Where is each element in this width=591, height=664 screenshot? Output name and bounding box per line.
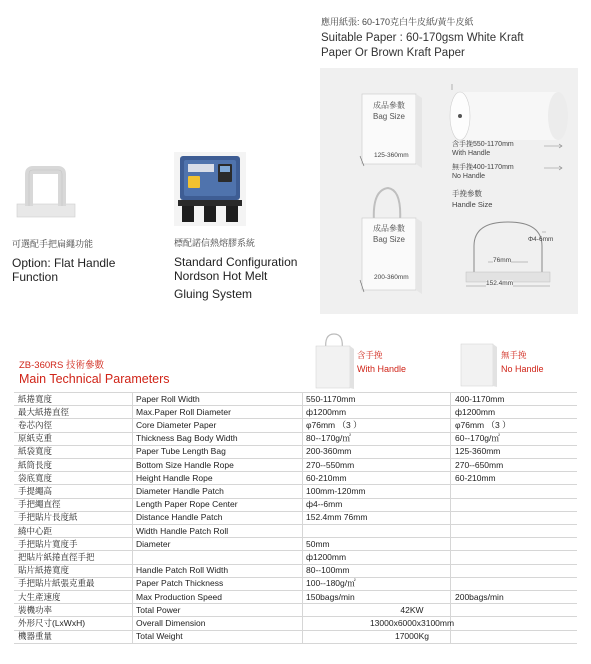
row-label-cn: 卷芯內徑 bbox=[18, 419, 53, 430]
bag-with-handle-thumbnail bbox=[314, 332, 356, 390]
table-row-divider bbox=[14, 603, 577, 604]
row-value-with-handle: ф1200mm bbox=[306, 551, 347, 562]
row-label-cn: 手把貼片紙張克重最 bbox=[18, 578, 95, 589]
row-label-cn: 袋底寬度 bbox=[18, 472, 53, 483]
row-value-no-handle: φ76mm （3 ） bbox=[455, 419, 511, 430]
row-value-with-handle: ф4--6mm bbox=[306, 499, 343, 510]
handle-size-en: Handle Size bbox=[452, 200, 493, 209]
table-row-divider bbox=[14, 630, 577, 631]
row-label-en: Max.Paper Roll Diameter bbox=[136, 406, 231, 417]
flat-handle-title-line: Option: Flat Handle bbox=[12, 256, 116, 270]
row-value-with-handle: 270--550mm bbox=[306, 459, 355, 470]
handle-size-cn: 手挽參數 bbox=[452, 189, 482, 198]
row-value-merged: 17000Kg bbox=[394, 631, 430, 642]
table-row-divider bbox=[14, 643, 577, 644]
row-label-cn: 手提繩高 bbox=[18, 485, 53, 496]
row-label-cn: 把貼片紙捲直徑手把 bbox=[18, 551, 95, 562]
no-handle-header-cn: 無手挽 bbox=[501, 350, 527, 360]
row-value-no-handle: 270--650mm bbox=[455, 459, 504, 470]
row-label-en: Total Power bbox=[136, 604, 181, 615]
row-label-cn: 手把貼片長度紙 bbox=[18, 512, 78, 523]
row-value-no-handle: 200bags/min bbox=[455, 591, 504, 602]
table-column-divider bbox=[132, 392, 133, 643]
row-value-with-handle: 200-360mm bbox=[306, 446, 352, 457]
row-value-with-handle: ф1200mm bbox=[306, 406, 347, 417]
row-label-cn: 手把繩直徑 bbox=[18, 499, 61, 510]
roll-no-handle-en: No Handle bbox=[452, 173, 486, 180]
row-label-en: Core Diameter Paper bbox=[136, 419, 217, 430]
row-value-merged: 13000x6000x3100mm bbox=[369, 617, 455, 628]
row-value-with-handle: 80--100mm bbox=[306, 565, 350, 576]
gluing-title-line: Gluing System bbox=[174, 287, 253, 301]
row-label-en: Overall Dimension bbox=[136, 617, 206, 628]
no-handle-header bbox=[501, 349, 544, 374]
roll-no-handle-label bbox=[452, 163, 514, 181]
paper-title-en bbox=[321, 31, 524, 61]
row-label-cn: 機器重量 bbox=[18, 631, 53, 642]
row-label-en: Paper Roll Width bbox=[136, 393, 200, 404]
row-value-no-handle: 125-360mm bbox=[455, 446, 501, 457]
row-value-no-handle: 60--170g/㎡ bbox=[455, 433, 500, 444]
table-column-divider bbox=[450, 392, 451, 643]
row-label-cn: 外形尺寸(LxWxH) bbox=[18, 617, 86, 628]
rope-diameter-label: Φ4-6mm bbox=[528, 236, 554, 243]
roll-with-handle-label bbox=[452, 140, 514, 158]
flat-handle-illustration bbox=[16, 166, 76, 218]
with-handle-header-cn: 含手挽 bbox=[357, 350, 383, 360]
row-value-no-handle: 60-210mm bbox=[455, 472, 496, 483]
row-value-with-handle: 60-210mm bbox=[306, 472, 347, 483]
table-row-divider bbox=[14, 616, 577, 617]
row-label-cn: 手把貼片寬度手 bbox=[18, 538, 78, 549]
paper-diagram-panel bbox=[320, 68, 578, 314]
row-value-with-handle: 100mm-120mm bbox=[306, 485, 366, 496]
table-row-divider bbox=[14, 498, 577, 499]
flat-handle-title-cn: 可選配手把扁繩功能 bbox=[12, 239, 94, 249]
roll-with-handle-cn: 含手挽550-1170mm bbox=[452, 141, 514, 148]
bag-top-label-cn: 成品參數 bbox=[373, 101, 405, 110]
paper-title-cn: 應用紙張: 60-170克白牛皮紙/黃牛皮紙 bbox=[321, 17, 474, 27]
handle-size-label bbox=[452, 188, 492, 210]
bag-bottom-dim: 200-360mm bbox=[374, 274, 409, 281]
bag-top-label bbox=[364, 100, 414, 122]
row-label-en: Handle Patch Roll Width bbox=[136, 565, 229, 576]
row-label-cn: 紙筒長度 bbox=[18, 459, 53, 470]
gluing-title-en bbox=[174, 255, 297, 301]
paper-title-line: Suitable Paper : 60-170gsm White Kraft bbox=[321, 32, 524, 44]
row-label-cn: 裝機功率 bbox=[18, 604, 53, 615]
row-label-en: Thickness Bag Body Width bbox=[136, 433, 238, 444]
roll-no-handle-cn: 無手挽400-1170mm bbox=[452, 164, 514, 171]
gluing-machine-photo bbox=[174, 152, 246, 226]
row-label-en: Diameter bbox=[136, 538, 171, 549]
row-value-with-handle: 80--170g/㎡ bbox=[306, 433, 351, 444]
row-label-cn: 繞中心距 bbox=[18, 525, 53, 536]
row-value-with-handle: 50mm bbox=[306, 538, 330, 549]
handle-width-76: 76mm bbox=[493, 257, 512, 264]
row-value-no-handle: 400-1170mm bbox=[455, 393, 505, 404]
row-value-no-handle: ф1200mm bbox=[455, 406, 496, 417]
row-label-en: Diameter Handle Patch bbox=[136, 485, 224, 496]
bag-top-label-en: Bag Size bbox=[372, 112, 406, 121]
flat-handle-title-en bbox=[12, 256, 115, 284]
spec-title-en: Main Technical Parameters bbox=[19, 372, 170, 386]
paper-title-line: Paper Or Brown Kraft Paper bbox=[321, 47, 465, 59]
table-row-divider bbox=[14, 550, 577, 551]
table-row-divider bbox=[14, 524, 577, 525]
row-label-en: Paper Patch Thickness bbox=[136, 578, 224, 589]
row-label-cn: 紙捲寬度 bbox=[18, 393, 53, 404]
roll-with-handle-en: With Handle bbox=[452, 150, 491, 157]
table-row-divider bbox=[14, 577, 577, 578]
roll-dimension-arrows bbox=[542, 140, 572, 172]
table-column-divider bbox=[302, 392, 303, 643]
row-label-cn: 大生產速度 bbox=[18, 591, 61, 602]
table-row-divider bbox=[14, 537, 577, 538]
bag-top-dim: 125-360mm bbox=[374, 152, 409, 159]
row-label-en: Height Handle Rope bbox=[136, 472, 213, 483]
table-row-divider bbox=[14, 484, 577, 485]
bag-bottom-label-en: Bag Size bbox=[372, 235, 406, 244]
row-label-en: Width Handle Patch Roll bbox=[136, 525, 229, 536]
row-value-with-handle: 100--180g/㎡ bbox=[306, 578, 356, 589]
row-label-cn: 原紙克重 bbox=[18, 433, 53, 444]
bag-no-handle-thumbnail bbox=[459, 342, 499, 388]
with-handle-header bbox=[357, 349, 406, 374]
gluing-title-cn: 標配諾信熱熔膠系統 bbox=[174, 238, 256, 248]
row-label-en: Distance Handle Patch bbox=[136, 512, 223, 523]
bag-bottom-label bbox=[364, 223, 414, 245]
bag-bottom-label-cn: 成品參數 bbox=[373, 224, 405, 233]
row-value-with-handle: 150bags/min bbox=[306, 591, 355, 602]
gluing-title-line: Nordson Hot Melt bbox=[174, 269, 268, 283]
row-label-en: Max Production Speed bbox=[136, 591, 222, 602]
no-handle-header-en: No Handle bbox=[501, 364, 544, 374]
row-value-with-handle: φ76mm （3 ） bbox=[306, 419, 362, 430]
table-row-divider bbox=[14, 511, 577, 512]
table-row-divider bbox=[14, 564, 577, 565]
row-label-cn: 紙袋寬度 bbox=[18, 446, 53, 457]
row-label-en: Length Paper Rope Center bbox=[136, 499, 238, 510]
row-label-en: Total Weight bbox=[136, 631, 183, 642]
row-value-with-handle: 152.4mm 76mm bbox=[306, 512, 368, 523]
row-value-merged: 42KW bbox=[400, 604, 424, 615]
handle-width-152: 152.4mm bbox=[486, 280, 514, 287]
flat-handle-title-line: Function bbox=[12, 270, 59, 284]
gluing-title-line: Standard Configuration bbox=[174, 255, 298, 269]
row-label-cn: 最大紙捲直徑 bbox=[18, 406, 70, 417]
row-label-en: Bottom Size Handle Rope bbox=[136, 459, 234, 470]
with-handle-header-en: With Handle bbox=[357, 364, 407, 374]
row-label-en: Paper Tube Length Bag bbox=[136, 446, 226, 457]
row-value-with-handle: 550-1170mm bbox=[306, 393, 356, 404]
row-label-cn: 貼片紙捲寬度 bbox=[18, 565, 70, 576]
spec-title-cn: ZB-360RS 技術參數 bbox=[19, 360, 104, 371]
handle-size-diagram bbox=[464, 216, 552, 290]
paper-roll-illustration bbox=[448, 82, 572, 146]
